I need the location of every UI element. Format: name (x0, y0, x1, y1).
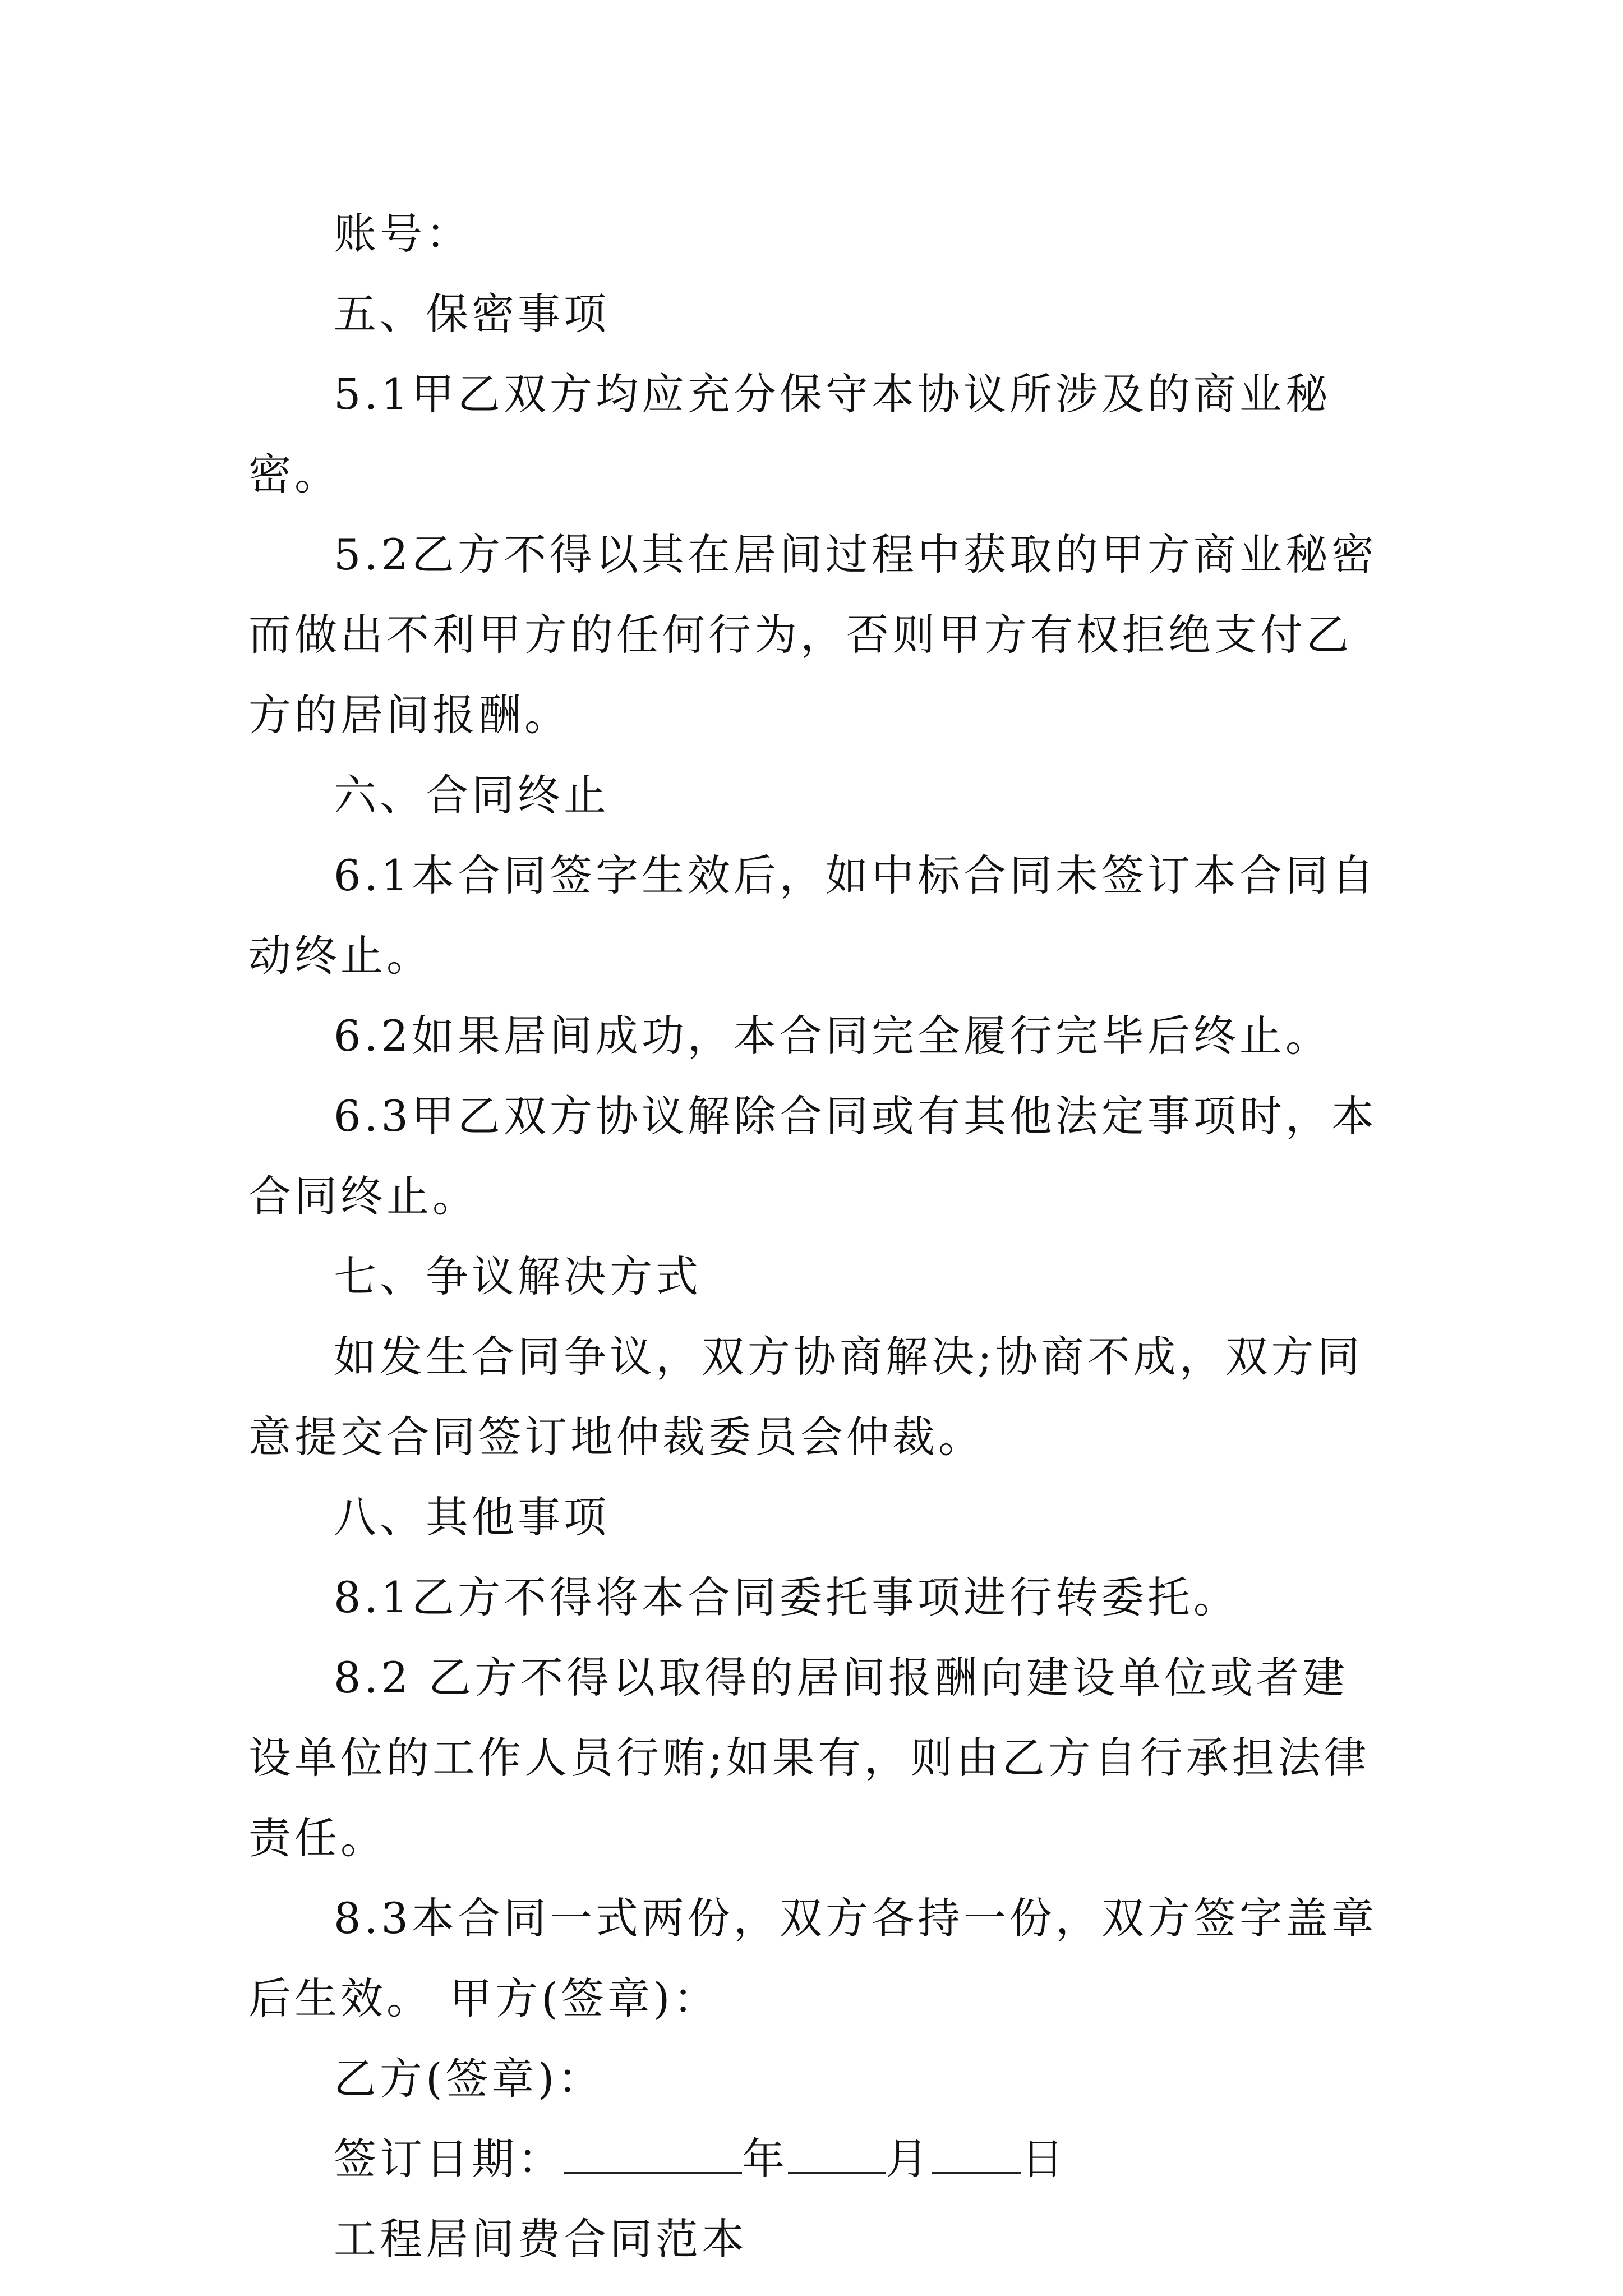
month-label: 月 (886, 2134, 932, 2184)
section-6-heading: 六、合同终止 (334, 770, 610, 820)
sign-date-label: 签订日期： (334, 2134, 564, 2184)
section-7-heading: 七、争议解决方式 (334, 1251, 702, 1301)
section-8-heading: 八、其他事项 (334, 1492, 610, 1542)
month-blank (788, 2127, 886, 2174)
document-body (248, 194, 1387, 2279)
clause-5-1: 5.1甲乙双方均应充分保守本协议所涉及的商业秘密。 (248, 369, 1331, 499)
party-b-signature: 乙方(签章)： (334, 2054, 604, 2104)
clause-6-2: 6.2如果居间成功，本合同完全履行完毕后终止。 (334, 1011, 1331, 1061)
footer-title: 工程居间费合同范本 (334, 2214, 748, 2264)
clause-7-body: 如发生合同争议，双方协商解决;协商不成，双方同意提交合同签订地仲裁委员会仲裁。 (248, 1332, 1363, 1462)
clause-8-2: 8.2 乙方不得以取得的居间报酬向建设单位或者建设单位的工作人员行贿;如果有，则由乙方自行承担法律责任。 (248, 1653, 1370, 1863)
account-line: 账号： (334, 209, 472, 259)
day-label: 日 (1021, 2134, 1067, 2184)
clause-8-1: 8.1乙方不得将本合同委托事项进行转委托。 (334, 1572, 1239, 1622)
clause-6-1: 6.1本合同签字生效后，如中标合同未签订本合同自动终止。 (248, 850, 1377, 981)
clause-5-2: 5.2乙方不得以其在居间过程中获取的甲方商业秘密而做出不利甲方的任何行为，否则甲方有权拒绝支付乙方的居间报酬。 (248, 530, 1377, 740)
day-blank (932, 2127, 1021, 2174)
clause-6-3: 6.3甲乙双方协议解除合同或有其他法定事项时，本合同终止。 (248, 1091, 1377, 1221)
year-blank (564, 2127, 742, 2174)
section-5-heading: 五、保密事项 (334, 289, 610, 339)
year-label: 年 (742, 2134, 788, 2184)
sign-date-line (248, 2119, 1387, 2199)
clause-8-3: 8.3本合同一式两份，双方各持一份，双方签字盖章后生效。 甲方(签章)： (248, 1893, 1377, 2023)
